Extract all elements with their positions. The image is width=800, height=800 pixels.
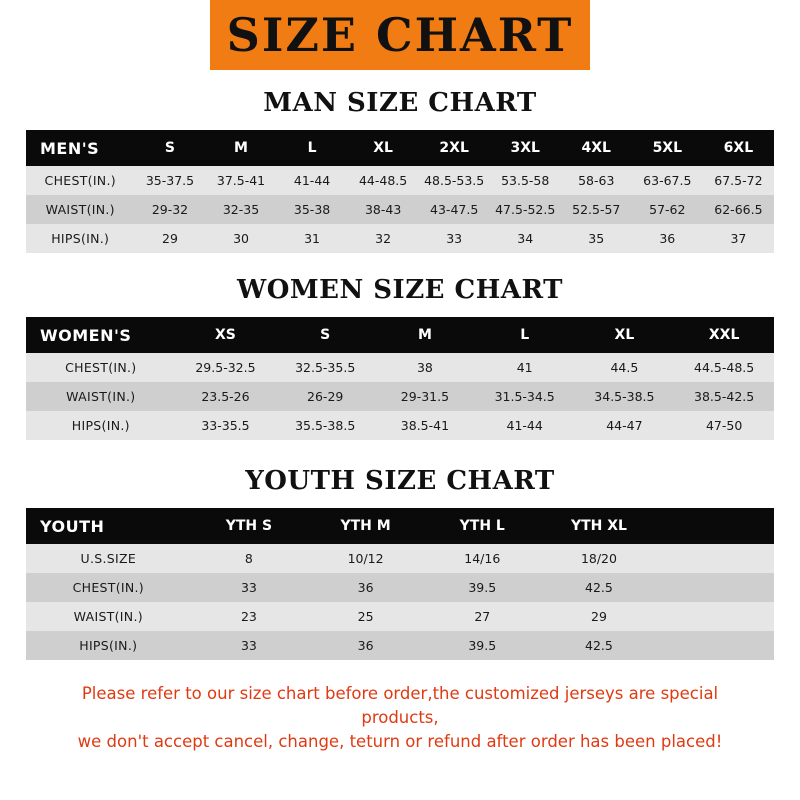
women-table-corner: WOMEN'S [40, 325, 132, 345]
women-chest-xl: 44.5 [610, 360, 639, 375]
men-chest-2xl: 48.5-53.5 [424, 173, 485, 188]
men-waist-3xl: 47.5-52.5 [495, 202, 556, 217]
men-col-5xl: 5XL [652, 140, 683, 156]
table-row [26, 166, 774, 195]
youth-waist-xl: 29 [591, 609, 607, 624]
women-chest-m: 38 [416, 360, 433, 375]
youth-ussize-m: 10/12 [347, 551, 384, 566]
men-col-xl: XL [373, 140, 393, 156]
women-chest-l: 41 [516, 360, 533, 375]
men-waist-m: 32-35 [222, 202, 260, 217]
men-chest-5xl: 63-67.5 [643, 173, 692, 188]
youth-ussize-l: 14/16 [464, 551, 501, 566]
section-title-youth: YOUTH SIZE CHART [245, 466, 555, 496]
women-row-label-chest: CHEST(IN.) [65, 360, 137, 375]
men-col-4xl: 4XL [581, 140, 611, 156]
women-hips-s: 35.5-38.5 [295, 418, 356, 433]
youth-hips-l: 39.5 [468, 638, 497, 653]
youth-waist-m: 25 [357, 609, 374, 624]
men-waist-2xl: 43-47.5 [430, 202, 479, 217]
women-col-xl: XL [614, 327, 635, 343]
youth-row-label-waist: WAIST(IN.) [73, 609, 143, 624]
table-header-row [26, 130, 774, 166]
footnote-line-1: Please refer to our size chart before order,the customized jerseys are special products, [81, 684, 719, 727]
youth-col-xl: YTH XL [570, 518, 627, 534]
youth-row-label-hips: HIPS(IN.) [79, 638, 138, 653]
men-waist-l: 35-38 [293, 202, 331, 217]
men-size-table [26, 130, 774, 253]
men-hips-6xl: 37 [730, 231, 747, 246]
chart-content [0, 88, 800, 754]
table-header-row [26, 508, 774, 544]
table-row [26, 573, 774, 602]
men-waist-6xl: 62-66.5 [714, 202, 763, 217]
youth-row-label-chest: CHEST(IN.) [72, 580, 144, 595]
men-waist-xl: 38-43 [364, 202, 402, 217]
men-waist-4xl: 52.5-57 [572, 202, 621, 217]
youth-waist-l: 27 [474, 609, 491, 624]
youth-hips-m: 36 [357, 638, 374, 653]
women-hips-l: 41-44 [506, 418, 543, 433]
youth-ussize-empty [657, 544, 774, 573]
men-table-corner: MEN'S [40, 138, 100, 158]
men-col-l: L [307, 140, 317, 156]
page-title: SIZE CHART [226, 8, 574, 62]
youth-hips-empty [657, 631, 774, 660]
header-banner [0, 0, 800, 70]
women-waist-xxl: 38.5-42.5 [694, 389, 755, 404]
table-row [26, 602, 774, 631]
youth-chest-xl: 42.5 [585, 580, 613, 595]
women-col-l: L [520, 327, 530, 343]
footnote [26, 682, 774, 754]
women-row-label-hips: HIPS(IN.) [71, 418, 130, 433]
youth-row-label-ussize: U.S.SIZE [80, 551, 137, 566]
youth-hips-xl: 42.5 [585, 638, 613, 653]
table-row [26, 195, 774, 224]
youth-chest-s: 33 [240, 580, 257, 595]
youth-chest-empty [657, 573, 774, 602]
women-waist-xs: 23.5-26 [201, 389, 250, 404]
section-title-men: MAN SIZE CHART [263, 88, 537, 118]
men-chest-l: 41-44 [293, 173, 331, 188]
table-row [26, 544, 774, 573]
men-chest-4xl: 58-63 [578, 173, 615, 188]
men-row-label-hips: HIPS(IN.) [51, 231, 110, 246]
men-row-label-chest: CHEST(IN.) [44, 173, 116, 188]
men-waist-5xl: 57-62 [649, 202, 686, 217]
men-waist-s: 29-32 [151, 202, 189, 217]
table-header-row [26, 317, 774, 353]
men-col-s: S [164, 140, 176, 156]
men-col-3xl: 3XL [510, 140, 540, 156]
youth-col-empty [657, 508, 774, 544]
women-hips-m: 38.5-41 [400, 418, 450, 433]
youth-hips-s: 33 [240, 638, 257, 653]
youth-table-corner: YOUTH [40, 516, 105, 536]
women-waist-l: 31.5-34.5 [494, 389, 555, 404]
women-chest-xs: 29.5-32.5 [195, 360, 256, 375]
youth-chest-m: 36 [357, 580, 374, 595]
men-hips-5xl: 36 [659, 231, 676, 246]
women-row-label-waist: WAIST(IN.) [66, 389, 136, 404]
youth-waist-empty [657, 602, 774, 631]
youth-col-l: YTH L [459, 518, 505, 534]
women-waist-m: 29-31.5 [400, 389, 450, 404]
youth-waist-s: 23 [240, 609, 257, 624]
women-col-s: S [320, 327, 331, 343]
youth-col-m: YTH M [340, 518, 391, 534]
women-chest-xxl: 44.5-48.5 [694, 360, 755, 375]
table-row [26, 382, 774, 411]
women-waist-s: 26-29 [307, 389, 344, 404]
women-col-xxl: XXL [708, 327, 740, 343]
youth-size-table [26, 508, 774, 660]
men-col-6xl: 6XL [723, 140, 754, 156]
men-chest-xl: 44-48.5 [358, 173, 408, 188]
women-size-table [26, 317, 774, 440]
footnote-line-2: we don't accept cancel, change, teturn or refund after order has been placed! [77, 731, 723, 751]
section-title-women: WOMEN SIZE CHART [237, 275, 563, 305]
women-col-m: M [417, 327, 432, 343]
youth-ussize-s: 8 [244, 551, 253, 566]
men-chest-m: 37.5-41 [216, 173, 266, 188]
men-row-label-waist: WAIST(IN.) [45, 202, 115, 217]
men-col-2xl: 2XL [439, 140, 469, 156]
women-chest-s: 32.5-35.5 [295, 360, 356, 375]
men-hips-m: 30 [233, 231, 249, 246]
youth-chest-l: 39.5 [468, 580, 497, 595]
men-hips-3xl: 34 [517, 231, 534, 246]
men-hips-2xl: 33 [446, 231, 463, 246]
men-hips-xl: 32 [375, 231, 392, 246]
table-row [26, 353, 774, 382]
youth-col-s: YTH S [225, 518, 273, 534]
table-row [26, 224, 774, 253]
women-hips-xs: 33-35.5 [201, 418, 250, 433]
women-col-xs: XS [215, 327, 236, 343]
women-hips-xl: 44-47 [606, 418, 643, 433]
table-row [26, 411, 774, 440]
men-chest-3xl: 53.5-58 [501, 173, 550, 188]
women-hips-xxl: 47-50 [705, 418, 743, 433]
men-chest-s: 35-37.5 [145, 173, 195, 188]
youth-ussize-xl: 18/20 [580, 551, 617, 566]
table-row [26, 631, 774, 660]
men-hips-4xl: 35 [588, 231, 605, 246]
women-waist-xl: 34.5-38.5 [594, 389, 655, 404]
men-col-m: M [234, 140, 248, 156]
men-hips-l: 31 [304, 231, 321, 246]
men-hips-s: 29 [162, 231, 178, 246]
men-chest-6xl: 67.5-72 [714, 173, 763, 188]
